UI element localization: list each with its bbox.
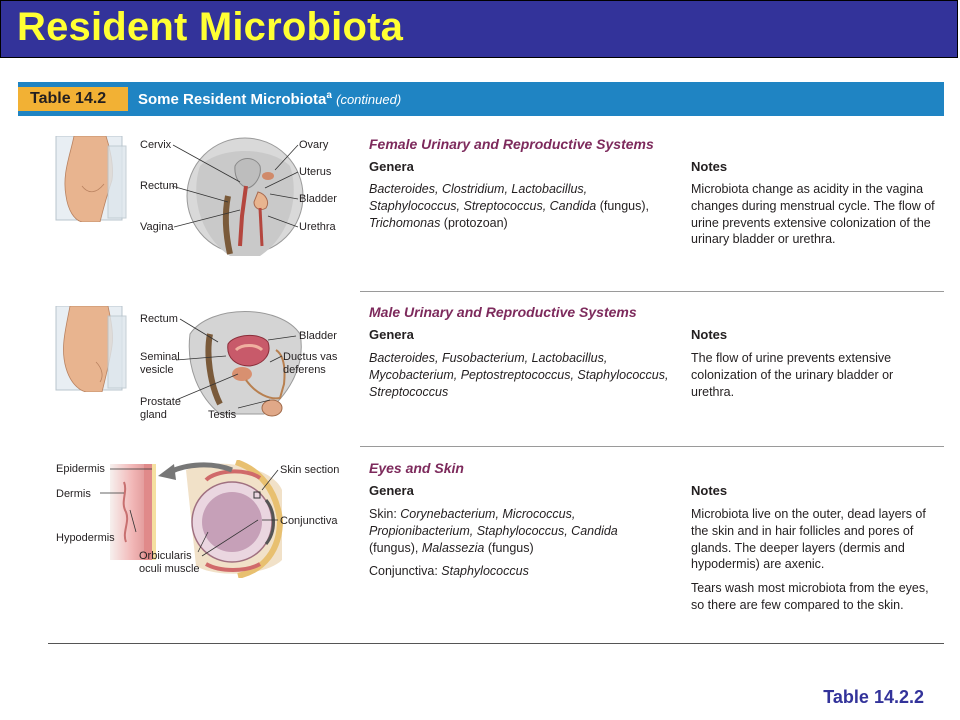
label-ovary: Ovary [299,139,329,151]
label-bladder-female: Bladder [299,193,337,205]
label-hypodermis: Hypodermis [56,532,115,544]
section-title-eyes-skin: Eyes and Skin [369,460,464,476]
slide-title: Resident Microbiota [17,5,404,49]
label-dermis: Dermis [56,488,91,500]
table-header [18,82,944,116]
female-leader-lines [130,130,310,240]
label-rectum-male: Rectum [140,313,178,325]
label-epidermis: Epidermis [56,463,105,475]
skin-leader-lines [100,460,300,570]
title-bar [0,0,958,58]
continued-note: (continued) [336,92,402,107]
notes-header-eyes: Notes [691,483,728,498]
table-title: Some Resident Microbiota$^a$ (continued) [138,90,402,108]
female-body-figure [52,136,132,222]
male-leader-lines [130,300,310,420]
label-rectum-female: Rectum [140,180,178,192]
notes-header-male: Notes [691,327,728,342]
label-seminal-vesicle: Seminal vesicle [140,351,180,376]
notes-female: Microbiota change as acidity in the vagina changes during menstrual cycle. The flow of urine prevents extensive colonization of the urinary bladder or urethra. [691,182,935,247]
bottom-rule [48,643,944,644]
genera-header-female: Genera [369,159,414,174]
divider-2 [360,446,944,447]
section-title-female: Female Urinary and Reproductive Systems [369,136,654,152]
label-testis: Testis [208,409,237,421]
label-orbicularis: Orbicularis oculi muscle [139,550,200,575]
genera-female: Bacteroides, Clostridium, Lactobacillus, Staphylococcus, Streptococcus, Candida (fungus), Trichomonas (protozoan) [369,182,650,230]
notes-eyes: Tears wash most microbiota from the eyes, so there are few compared to the skin. [691,581,929,612]
label-vagina: Vagina [140,221,174,233]
label-urethra: Urethra [299,221,336,233]
divider-1 [360,291,944,292]
genera-male: Bacteroides, Fusobacterium, Lactobacillus, Mycobacterium, Peptostreptococcus, Staphylococcus, Streptococcus [369,351,669,399]
genera-header-eyes: Genera [369,483,414,498]
genera-conjunctiva: Conjunctiva: Staphylococcus [369,564,529,578]
label-conjunctiva: Conjunctiva [280,515,338,527]
section-title-male: Male Urinary and Reproductive Systems [369,304,637,320]
notes-skin: Microbiota live on the outer, dead layers of the skin and in hair follicles and pores of glands. The deeper layers (dermis and hypodermis) are axenic. [691,507,926,572]
genera-header-male: Genera [369,327,414,342]
label-cervix: Cervix [140,139,172,151]
label-uterus: Uterus [299,166,332,178]
male-body-figure [52,306,132,392]
genera-skin: Skin: Corynebacterium, Micrococcus, Propionibacterium, Staphylococcus, Candida (fungus), Malassezia (fungus) [369,507,618,555]
notes-male: The flow of urine prevents extensive colonization of the urinary bladder or urethra. [691,351,894,399]
label-ductus: Ductus vas deferens [283,351,338,376]
footnote-marker: a [326,90,332,101]
table-label: Table 14.2 [18,87,128,111]
label-skin-section: Skin section [280,464,340,476]
slide-footer: Table 14.2.2 [823,687,924,707]
label-bladder-male: Bladder [299,330,337,342]
label-prostate-gland: Prostate gland [140,396,181,421]
notes-header-female: Notes [691,159,728,174]
